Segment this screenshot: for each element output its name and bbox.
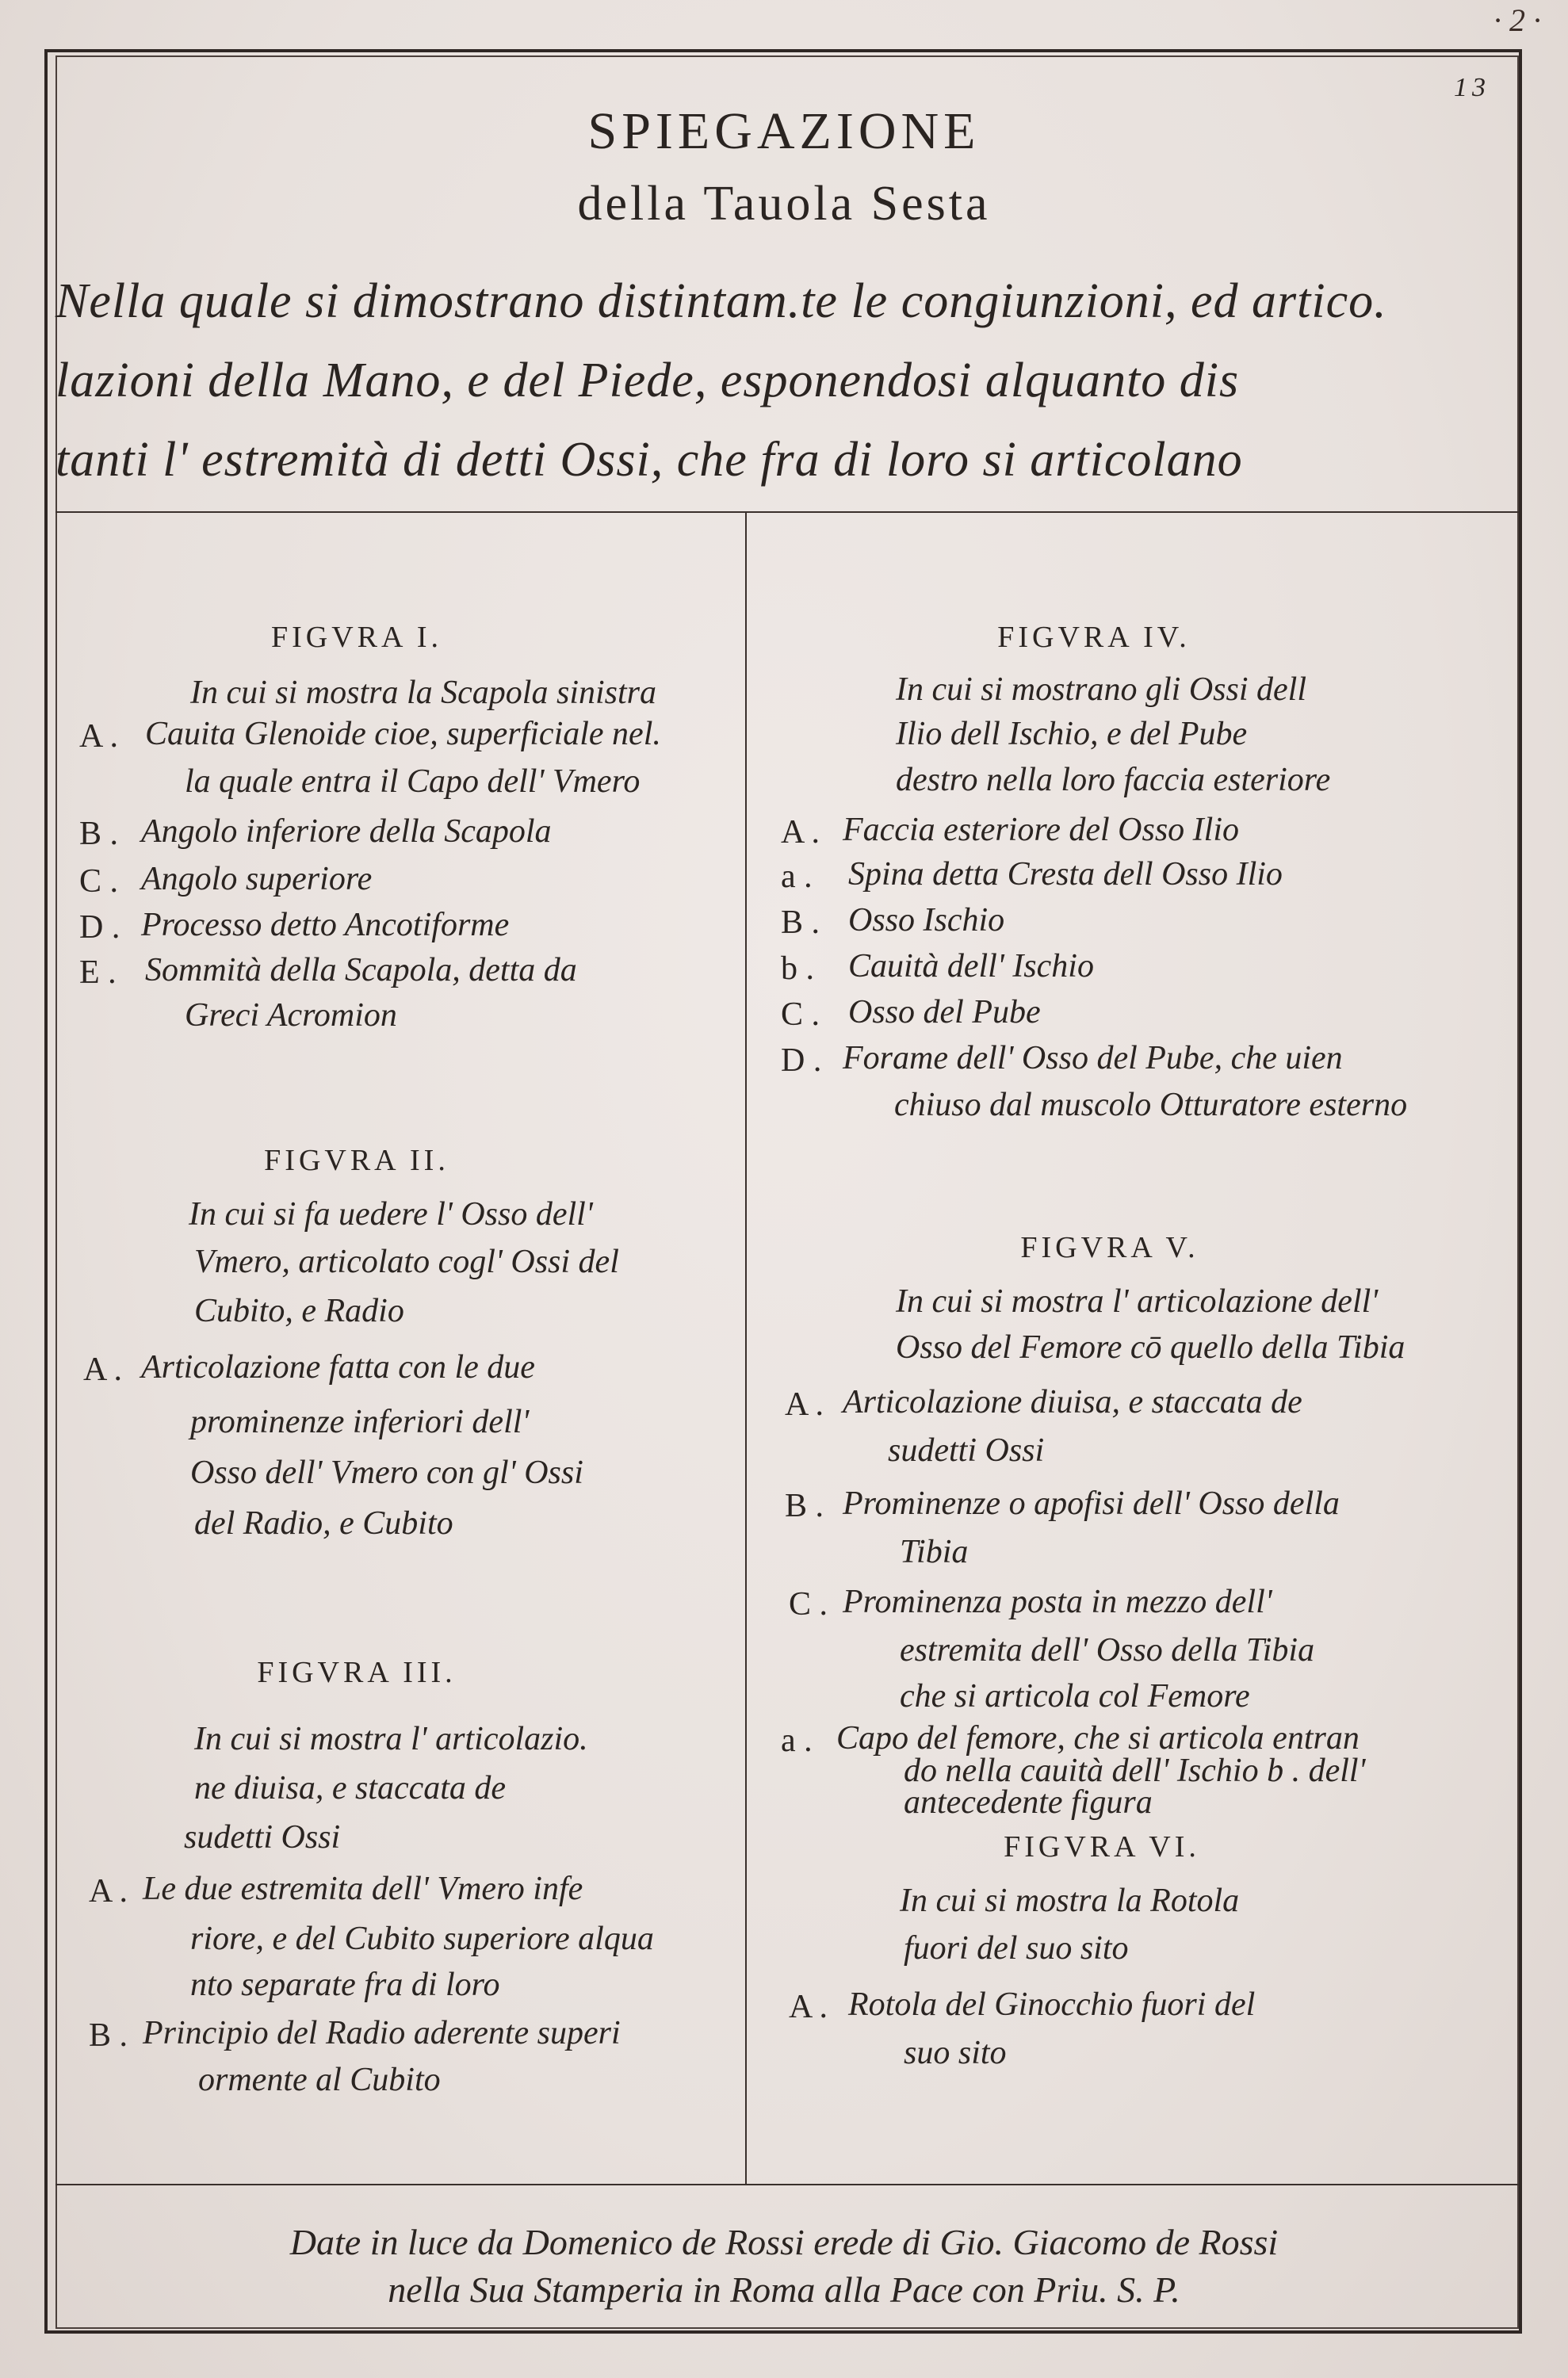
item-text: Principio del Radio aderente superi xyxy=(143,2015,621,2051)
figure-heading: FIGVRA I. xyxy=(270,621,443,654)
item-key: B . xyxy=(781,904,820,941)
item-text: do nella cauità dell' Ischio b . dell' xyxy=(904,1753,1366,1789)
item-key: b . xyxy=(781,950,814,987)
item-key: A . xyxy=(785,1386,824,1423)
item-key: a . xyxy=(781,1722,813,1759)
item-text: nto separate fra di loro xyxy=(190,1967,500,2003)
item-text: Cauità dell' Ischio xyxy=(848,948,1094,984)
item-text: Osso dell' Vmero con gl' Ossi xyxy=(190,1455,583,1491)
header-rule xyxy=(55,511,1519,513)
intro-line: Nella quale si dimostrano distintam.te le congiunzioni, ed artico. xyxy=(55,274,1387,328)
item-text: ormente al Cubito xyxy=(198,2062,441,2098)
item-text: Spina detta Cresta dell Osso Ilio xyxy=(848,856,1283,893)
item-text: Cauita Glenoide cioe, superficiale nel. xyxy=(145,716,661,752)
item-text: chiuso dal muscolo Otturatore esterno xyxy=(894,1087,1408,1123)
item-text: estremita dell' Osso della Tibia xyxy=(900,1632,1315,1669)
figure-heading: FIGVRA VI. xyxy=(1004,1830,1200,1864)
figure-intro: Vmero, articolato cogl' Ossi del xyxy=(194,1244,619,1280)
intro-line: lazioni della Mano, e del Piede, esponendosi alquanto dis xyxy=(55,354,1240,407)
item-text: Le due estremita dell' Vmero infe xyxy=(143,1871,583,1907)
figure-intro: destro nella loro faccia esteriore xyxy=(896,762,1331,798)
footer-rule xyxy=(55,2184,1519,2185)
item-text: Prominenze o apofisi dell' Osso della xyxy=(843,1485,1340,1522)
item-key: D . xyxy=(781,1042,822,1079)
item-text: Osso del Pube xyxy=(848,994,1041,1030)
item-text: Tibia xyxy=(900,1534,969,1570)
item-text: del Radio, e Cubito xyxy=(194,1505,453,1542)
figure-intro: sudetti Ossi xyxy=(184,1819,341,1856)
item-key: C . xyxy=(79,863,119,900)
item-text: sudetti Ossi xyxy=(888,1432,1045,1469)
figure-intro: Cubito, e Radio xyxy=(194,1293,404,1329)
item-key: B . xyxy=(89,2017,128,2054)
item-text: riore, e del Cubito superiore alqua xyxy=(190,1921,654,1957)
figure-heading: FIGVRA IV. xyxy=(997,621,1191,654)
item-key: C . xyxy=(789,1586,828,1623)
figure-intro: fuori del suo sito xyxy=(904,1930,1129,1967)
item-text: antecedente figura xyxy=(904,1784,1153,1821)
intro-line: tanti l' estremità di detti Ossi, che fra di loro si articolano xyxy=(55,433,1243,487)
item-key: B . xyxy=(79,816,119,852)
item-text: Angolo superiore xyxy=(141,861,373,897)
item-key: A . xyxy=(83,1351,123,1388)
item-text: Rotola del Ginocchio fuori del xyxy=(848,1986,1256,2023)
item-text: Forame dell' Osso del Pube, che uien xyxy=(843,1040,1343,1076)
intro-paragraph xyxy=(55,262,1506,499)
figure-intro: In cui si fa uedere l' Osso dell' xyxy=(189,1196,593,1233)
item-key: A . xyxy=(789,1989,828,2025)
item-text: che si articola col Femore xyxy=(900,1678,1250,1715)
item-text: Articolazione diuisa, e staccata de xyxy=(843,1384,1302,1420)
page-subtitle-title: della Tauola Sesta xyxy=(577,177,991,231)
item-text: Greci Acromion xyxy=(185,997,397,1034)
figure-intro: In cui si mostra la Rotola xyxy=(900,1883,1240,1919)
figure-heading: FIGVRA III. xyxy=(257,1656,457,1689)
item-text: prominenze inferiori dell' xyxy=(190,1404,530,1440)
imprint-line: nella Sua Stamperia in Roma alla Pace con Priu. S. P. xyxy=(388,2269,1180,2310)
figure-intro: Ilio dell Ischio, e del Pube xyxy=(896,716,1248,752)
item-text: Angolo inferiore della Scapola xyxy=(141,813,552,850)
item-text: Sommità della Scapola, detta da xyxy=(145,952,577,988)
figure-intro: In cui si mostra la Scapola sinistra xyxy=(190,675,657,711)
item-text: Processo detto Ancotiforme xyxy=(141,907,510,943)
figure-intro: In cui si mostrano gli Ossi dell xyxy=(896,671,1307,708)
corner-mark: · 2 · xyxy=(1493,2,1541,38)
imprint-line: Date in luce da Domenico de Rossi erede di Gio. Giacomo de Rossi xyxy=(289,2222,1279,2262)
item-text: Prominenza posta in mezzo dell' xyxy=(843,1584,1272,1620)
figure-heading: FIGVRA V. xyxy=(1020,1231,1199,1264)
item-key: D . xyxy=(79,909,120,946)
page-number: 13 xyxy=(1454,73,1490,102)
item-key: E . xyxy=(79,954,117,991)
figure-intro: In cui si mostra l' articolazione dell' xyxy=(896,1283,1379,1320)
item-key: B . xyxy=(785,1488,824,1524)
item-key: A . xyxy=(89,1873,128,1910)
page-title: SPIEGAZIONE xyxy=(587,102,981,160)
item-key: C . xyxy=(781,996,820,1033)
figure-heading: FIGVRA II. xyxy=(264,1144,449,1177)
column-divider xyxy=(745,511,747,2184)
item-text: Faccia esteriore del Osso Ilio xyxy=(843,812,1240,848)
item-key: A . xyxy=(781,814,820,851)
item-text: Osso Ischio xyxy=(848,902,1005,939)
figure-intro: ne diuisa, e staccata de xyxy=(194,1770,507,1806)
figure-intro: In cui si mostra l' articolazio. xyxy=(194,1721,588,1757)
item-text: Capo del femore, che si articola entran xyxy=(836,1720,1360,1757)
figure-intro: Osso del Femore cō quello della Tibia xyxy=(896,1329,1405,1366)
item-key: a . xyxy=(781,858,813,895)
item-text: la quale entra il Capo dell' Vmero xyxy=(185,763,641,800)
item-text: suo sito xyxy=(904,2035,1007,2071)
item-key: A . xyxy=(79,718,119,755)
item-text: Articolazione fatta con le due xyxy=(141,1349,535,1386)
